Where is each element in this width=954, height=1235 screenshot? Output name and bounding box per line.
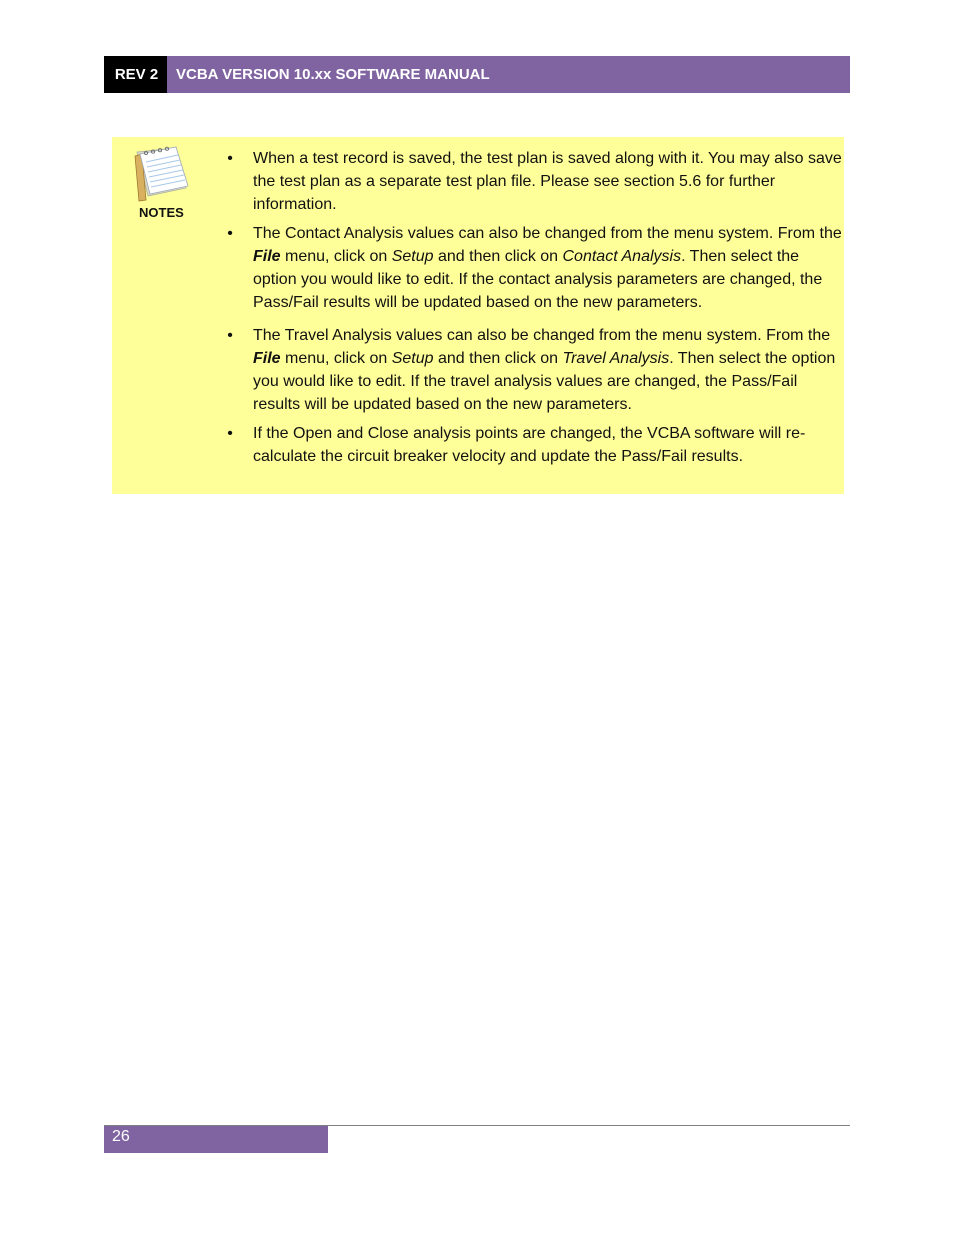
revision-label: REV 2 bbox=[104, 56, 167, 93]
notes-box bbox=[112, 137, 844, 494]
list-item bbox=[224, 147, 842, 216]
bullet-icon: • bbox=[227, 327, 233, 344]
note-text: The Contact Analysis values can also be changed from the menu system. From the File menu, click on Setup and then click on Contact Analysis. Then select the option you would like to edit. If the contact analysis parameters are changed, the Pass/Fail results will be updated based on the new parameters. bbox=[253, 225, 842, 311]
menu-name-travel-analysis: Travel Analysis bbox=[562, 350, 670, 367]
menu-name-file: File bbox=[253, 248, 281, 265]
bullet-icon: • bbox=[227, 425, 233, 442]
menu-name-setup: Setup bbox=[391, 350, 434, 367]
bullet-icon: • bbox=[227, 150, 233, 167]
bullet-icon: • bbox=[227, 225, 233, 242]
page-header bbox=[104, 56, 850, 93]
list-item bbox=[224, 222, 842, 314]
menu-name-setup: Setup bbox=[391, 248, 434, 265]
notepad-icon bbox=[134, 144, 190, 202]
list-item bbox=[224, 324, 842, 416]
notes-label: NOTES bbox=[139, 205, 184, 220]
note-text: When a test record is saved, the test plan is saved along with it. You may also save the test plan as a separate test plan file. Please see section 5.6 for further information. bbox=[253, 150, 842, 213]
menu-name-file: File bbox=[253, 350, 281, 367]
manual-title: VCBA VERSION 10.xx SOFTWARE MANUAL bbox=[167, 56, 850, 93]
notes-list bbox=[224, 147, 842, 474]
note-text: If the Open and Close analysis points are changed, the VCBA software will re-calculate the circuit breaker velocity and update the Pass/Fail results. bbox=[253, 425, 806, 465]
note-text: The Travel Analysis values can also be changed from the menu system. From the File menu, click on Setup and then click on Travel Analysis. Then select the option you would like to edit. If the travel analysis values are changed, the Pass/Fail results will be updated based on the new parameters. bbox=[253, 327, 836, 413]
list-item bbox=[224, 422, 842, 468]
page-number: 26 bbox=[104, 1126, 328, 1153]
menu-name-contact-analysis: Contact Analysis bbox=[562, 248, 682, 265]
